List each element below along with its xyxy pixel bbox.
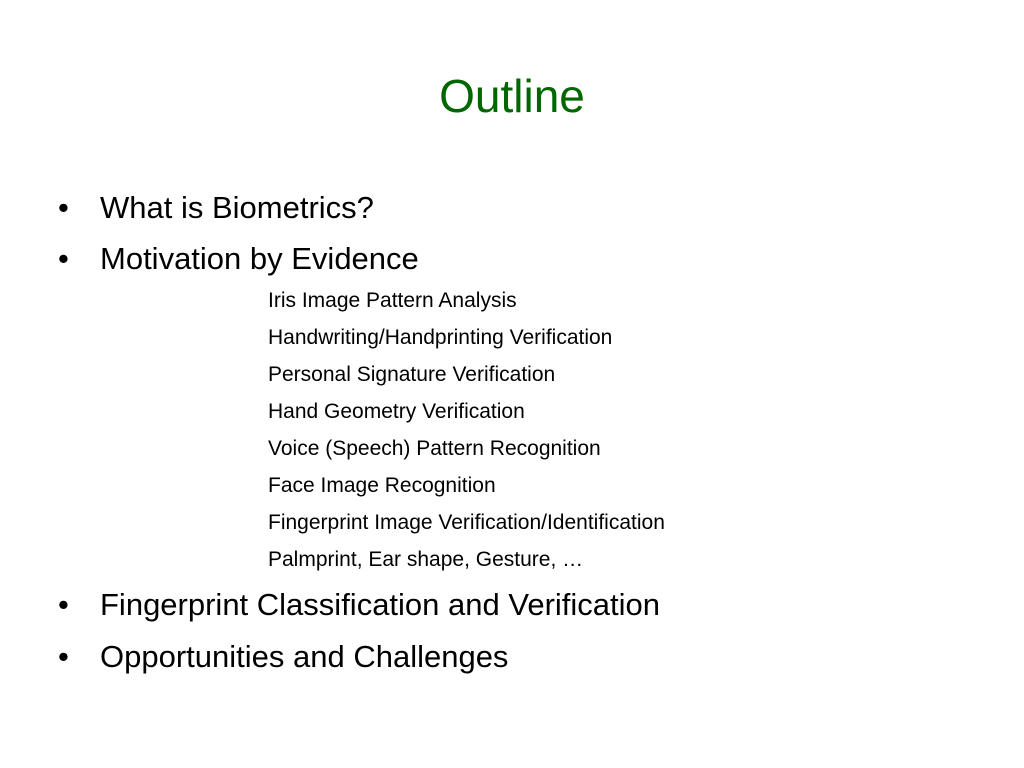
bullet-text: Fingerprint Classification and Verification [100, 587, 660, 622]
slide-title: Outline [439, 70, 585, 122]
sub-item: Handwriting/Handprinting Verification [268, 326, 613, 349]
sub-item: Face Image Recognition [268, 474, 496, 497]
sub-item: Iris Image Pattern Analysis [268, 289, 517, 312]
bullet-item [58, 241, 419, 277]
bullet-icon: • [58, 587, 69, 622]
bullet-item [58, 587, 660, 623]
bullet-icon: • [58, 639, 69, 674]
bullet-item [58, 190, 374, 226]
bullet-text: What is Biometrics? [100, 190, 374, 225]
sub-item: Voice (Speech) Pattern Recognition [268, 437, 601, 460]
sub-item: Hand Geometry Verification [268, 400, 525, 423]
bullet-text: Motivation by Evidence [100, 241, 419, 276]
sub-item: Palmprint, Ear shape, Gesture, … [268, 548, 584, 571]
bullet-icon: • [58, 190, 69, 225]
bullet-text: Opportunities and Challenges [100, 639, 509, 674]
bullet-item [58, 639, 508, 675]
sub-item: Fingerprint Image Verification/Identification [268, 511, 665, 534]
bullet-icon: • [58, 241, 69, 276]
sub-item: Personal Signature Verification [268, 363, 556, 386]
